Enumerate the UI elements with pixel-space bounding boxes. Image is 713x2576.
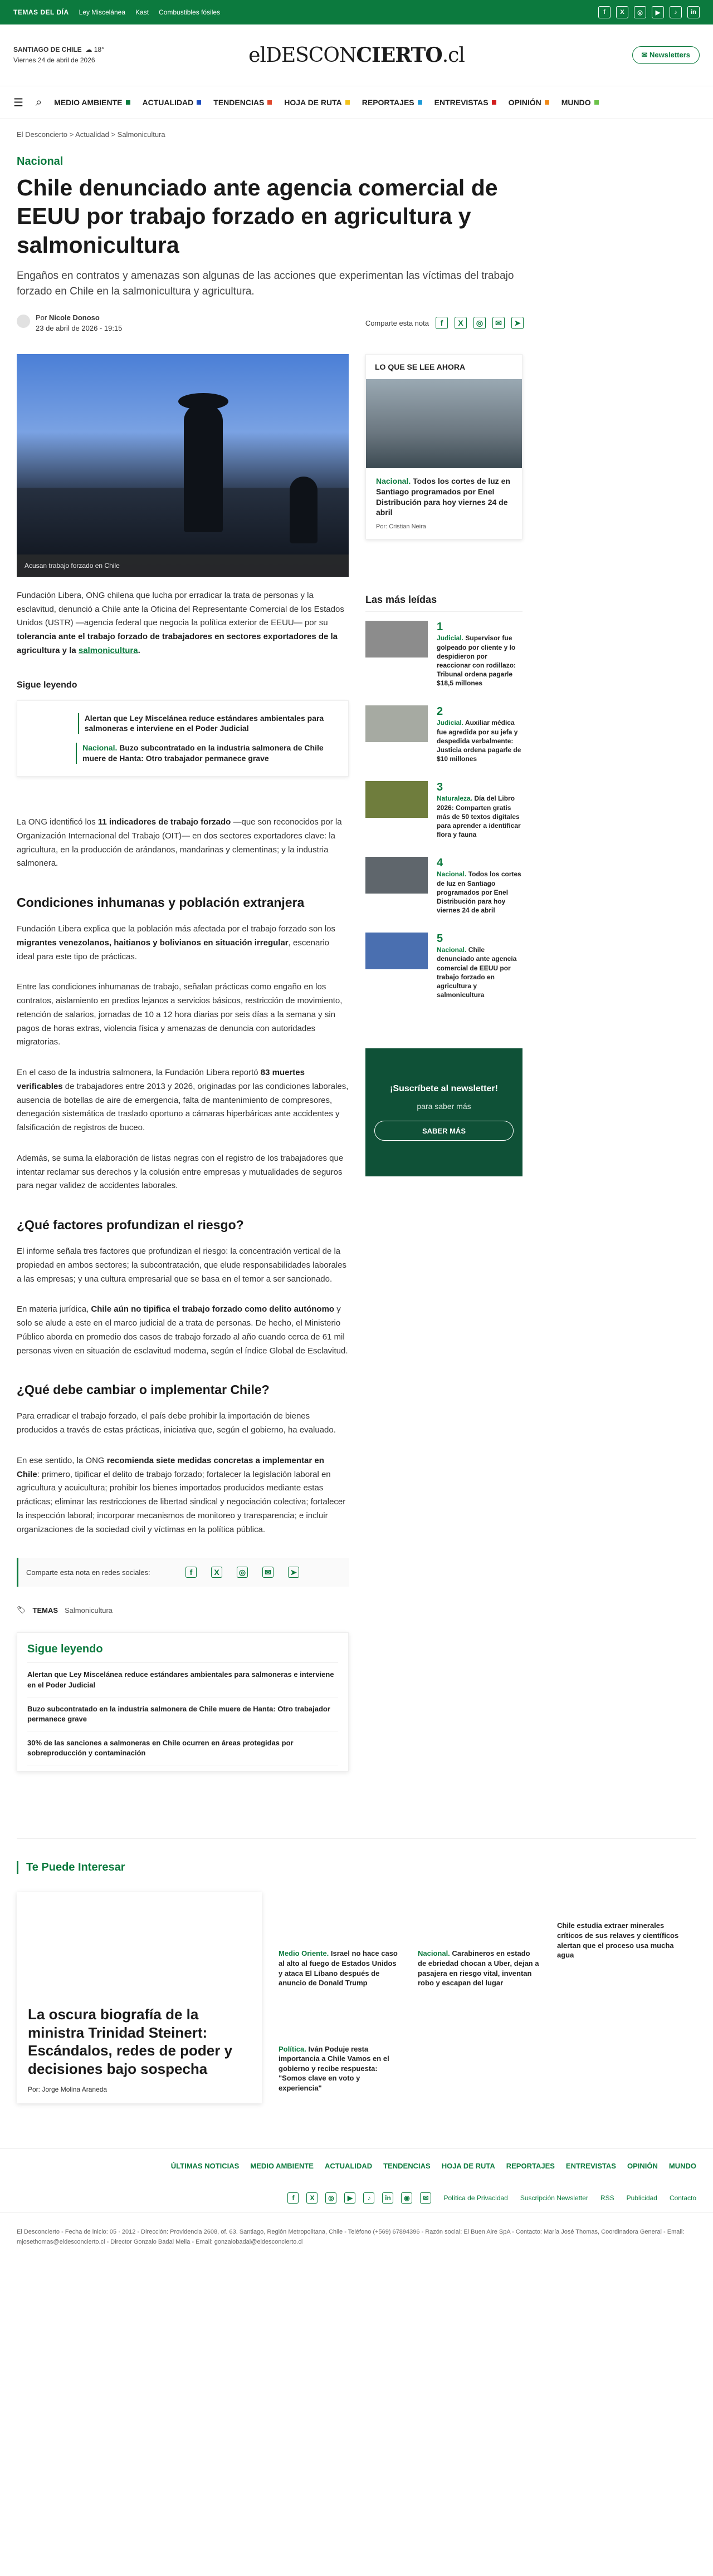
section-label[interactable]: Nacional xyxy=(17,155,64,168)
paragraph: En materia jurídica, Chile aún no tipifica el trabajo forzado como delito autónomo y solo se alude a este en el marco judicial de a trata de personas. De hecho, el Ministerio Público aborda en promedio dos casos de trabajo forzado al año cuando cerca de 61 mil personas viven en situación de esclavitud moderna, según el índice Global de Esclavitud. xyxy=(17,1304,348,1356)
x-icon[interactable]: X xyxy=(616,6,628,18)
sigue-leyendo-heading: Sigue leyendo xyxy=(17,680,77,690)
publish-date: 23 de abril de 2026 - 19:15 xyxy=(36,324,123,333)
tags-label: TEMAS xyxy=(32,1606,58,1615)
featured-author: Por: Jorge Molina Araneda xyxy=(28,2086,108,2094)
related-item[interactable]: Alertan que Ley Miscelánea reduce estándares ambientales para salmoneras e interviene en el Poder Judicial xyxy=(17,709,348,739)
whatsapp-icon[interactable]: ◎ xyxy=(473,317,486,329)
most-read-item[interactable]: 3 Naturaleza. Día del Libro 2026: Comparten gratis más de 50 textos digitales para aprender a identificar flora y fauna xyxy=(365,772,522,848)
hero-caption: Acusan trabajo forzado en Chile xyxy=(17,555,349,577)
news-card[interactable]: Política. Iván Poduje resta importancia a Chile Vamos en el gobierno y recibe respuesta: "Somos clave en voto y experiencia" xyxy=(279,2015,401,2104)
footer-nav xyxy=(0,2148,713,2184)
menu-icon[interactable]: ☰ xyxy=(13,96,23,109)
footer-nav-item[interactable]: ÚLTIMAS NOTICIAS xyxy=(170,2162,240,2171)
article-body xyxy=(17,354,349,1772)
city-label: SANTIAGO DE CHILE xyxy=(13,45,82,53)
youtube-icon[interactable]: ▶ xyxy=(344,2192,355,2204)
top-bar xyxy=(0,0,713,24)
weather-widget xyxy=(13,45,104,66)
instagram-icon[interactable]: ◎ xyxy=(634,6,646,18)
site-header xyxy=(0,24,713,86)
x-icon[interactable]: X xyxy=(306,2192,318,2204)
threads-icon[interactable]: ◉ xyxy=(401,2192,412,2204)
most-read-thumb xyxy=(365,933,428,969)
paragraph: Entre las condiciones inhumanas de trabajo, señalan prácticas como engaño en los contratos, aislamiento en predios lejanos a servicios básicos, restricción de movimiento, retención de salarios, jornadas de 10 a 12 hora diarias por seis días a la semana y sin pagos de horas extras, violencia física y amenazas de denuncia con autoridades migratorias. xyxy=(17,982,343,1047)
footer-nav-item[interactable]: OPINIÓN xyxy=(627,2162,658,2171)
site-footer xyxy=(0,2148,713,2269)
nav-item-tendencias[interactable]: TENDENCIAS xyxy=(213,98,272,107)
linkedin-icon[interactable]: in xyxy=(382,2192,393,2204)
footer-link[interactable]: RSS xyxy=(600,2194,614,2202)
paragraph: En ese sentido, la ONG recomienda siete medidas concretas a implementar en Chile: primero, tipificar el delito de trabajo forzado; fortalecer la legislación laboral en agricultura y acuicultura; prohibir los bienes importados producidos mediante estas prácticas; eliminar las restricciones de libertad sindical y negociación colectiva; fortalecer la inspección laboral; incorporar mecanismos de monitoreo y transparencia; e incluir organizaciones de la sociedad civil y víctimas en la política pública. xyxy=(17,1455,346,1534)
most-read-label: Las más leídas xyxy=(365,594,522,612)
trending-link[interactable]: Combustibles fósiles xyxy=(159,8,221,16)
related-item[interactable]: Nacional. Buzo subcontratado en la industria salmonera de Chile muere de Hanta: Otro trabajador permanece grave xyxy=(17,738,348,768)
related-item[interactable]: Alertan que Ley Miscelánea reduce estándares ambientales para salmoneras e interviene en el Poder Judicial xyxy=(27,1663,338,1697)
footer-nav-item[interactable]: ENTREVISTAS xyxy=(565,2162,616,2171)
related-item[interactable]: Buzo subcontratado en la industria salmonera de Chile muere de Hanta: Otro trabajador permanece grave xyxy=(27,1697,338,1731)
tags-row xyxy=(17,1606,349,1615)
trending-now-author: Por: Cristian Neira xyxy=(376,523,426,531)
share-bar xyxy=(365,317,524,329)
nav-item-hoja-de-ruta[interactable]: HOJA DE RUTA xyxy=(284,98,349,107)
telegram-icon[interactable]: ➤ xyxy=(288,1567,299,1578)
facebook-icon[interactable]: f xyxy=(598,6,611,18)
most-read-thumb xyxy=(365,705,428,742)
paragraph: Para erradicar el trabajo forzado, el país debe prohibir la importación de bienes producidos a través de estas prácticas, iniciativa que, según el gobierno, ha evaluado. xyxy=(17,1411,336,1435)
nav-item-entrevistas[interactable]: ENTREVISTAS xyxy=(434,98,496,107)
most-read-item[interactable]: 2 Judicial. Auxiliar médica fue agredida por su jefa y despedida verbalmente: Justicia ordena pagarle de $10 millones xyxy=(365,696,522,772)
article-lead: Engaños en contratos y amenazas son algunas de las acciones que experimentan las víctimas del trabajo forzado en Chile en la salmonicultura y agricultura. xyxy=(17,269,514,298)
related-box xyxy=(17,700,349,777)
linkedin-icon[interactable]: in xyxy=(687,6,700,18)
email-icon[interactable]: ✉ xyxy=(420,2192,431,2204)
most-read-item[interactable]: 5 Nacional. Chile denunciado ante agencia comercial de EEUU por trabajo forzado en agricultura y salmonicultura xyxy=(365,924,522,1008)
article-header xyxy=(0,139,546,300)
footer-nav-item[interactable]: TENDENCIAS xyxy=(383,2162,431,2171)
news-card[interactable]: Medio Oriente. Israel no hace caso al alto al fuego de Estados Unidos y ataca El Líbano después de anuncio de Donald Trump xyxy=(279,1892,401,1998)
card-list xyxy=(279,1892,696,2103)
trending-now-card[interactable] xyxy=(365,354,522,540)
nav-item-actualidad[interactable]: ACTUALIDAD xyxy=(143,98,202,107)
trending-link[interactable]: Ley Miscelánea xyxy=(79,8,126,16)
x-icon[interactable]: X xyxy=(455,317,467,329)
paragraph: La ONG identificó los 11 indicadores de trabajo forzado —que son reconocidos por la Organización Internacional del Trabajo (OIT)— en dos sectores exportadores clave: la agricultura, en la producción de arándanos, mandarinas y clementinas; y la industria salmonera. xyxy=(17,817,342,869)
trending-topics xyxy=(13,8,220,16)
current-date: Viernes 24 de abril de 2026 xyxy=(13,56,95,64)
footer-nav-item[interactable]: ACTUALIDAD xyxy=(324,2162,373,2171)
footer-link[interactable]: Política de Privacidad xyxy=(443,2194,508,2202)
you-may-like xyxy=(17,1838,696,2103)
author-avatar xyxy=(17,315,30,328)
nav-item-reportajes[interactable]: REPORTAJES xyxy=(362,98,422,107)
most-read xyxy=(365,594,522,1008)
newsletter-button[interactable]: ✉ Newsletters xyxy=(632,46,700,64)
most-read-thumb xyxy=(365,857,428,894)
sidebar xyxy=(365,354,522,1772)
share-label: Comparte esta nota xyxy=(365,318,429,327)
share-bottom-label: Comparte esta nota en redes sociales: xyxy=(26,1568,150,1577)
newsletter-cta-button[interactable]: SABER MÁS xyxy=(374,1121,514,1141)
paragraph: El informe señala tres factores que profundizan el riesgo: la concentración vertical de la propiedad en ambos sectores; la subcontratación, que elude responsabilidades laborales a las empresas; y una cultura empresarial que se basa en el temor a ser sancionado. xyxy=(17,1247,347,1284)
instagram-icon[interactable]: ◎ xyxy=(325,2192,336,2204)
newsletter-sub: para saber más xyxy=(417,1102,471,1111)
email-icon[interactable]: ✉ xyxy=(492,317,505,329)
tiktok-icon[interactable]: ♪ xyxy=(363,2192,374,2204)
news-card[interactable]: Nacional. Carabineros en estado de ebriedad chocan a Uber, dejan a pasajera en riesgo vital, inventan robo y escapan del lugar xyxy=(418,1892,540,1998)
most-read-thumb xyxy=(365,781,428,818)
trending-now-title: Nacional. Todos los cortes de luz en Santiago programados por Enel Distribución para hoy viernes 24 de abril xyxy=(376,476,510,517)
tiktok-icon[interactable]: ♪ xyxy=(670,6,682,18)
share-bottom-bar xyxy=(17,1558,349,1587)
tag-link[interactable]: salmonicultura xyxy=(78,645,138,655)
social-links xyxy=(598,6,700,18)
paragraph: Además, se suma la elaboración de listas negras con el registro de los trabajadores que intentar reclamar sus derechos y la colusión entre empresas y mutualidades de seguros para negar validez de accidentes laborales. xyxy=(17,1153,344,1191)
you-may-like-label: Te Puede Interesar xyxy=(17,1861,696,1874)
paragraph: Fundación Libera explica que la población más afectada por el trabajo forzado son los migrantes venezolanos, haitianos y bolivianos en situación irregular, escenario ideal para este tipo de prácticas. xyxy=(17,924,336,961)
featured-title: La oscura biografía de la ministra Trinidad Steinert: Escándalos, redes de poder y decisiones bajo sospecha xyxy=(28,2006,233,2077)
nav-item-opinion[interactable]: OPINIÓN xyxy=(509,98,549,107)
footer-link[interactable]: Contacto xyxy=(669,2194,696,2202)
breadcrumb[interactable]: El Desconcierto > Actualidad > Salmonicultura xyxy=(17,130,165,139)
content-layout xyxy=(0,354,713,1772)
nav-item-medio-ambiente[interactable]: MEDIO AMBIENTE xyxy=(54,98,130,107)
sigue-leyendo-heading: Sigue leyendo xyxy=(27,1643,338,1663)
mail-icon: ✉ xyxy=(641,51,650,59)
x-icon[interactable]: X xyxy=(211,1567,222,1578)
section-heading: Condiciones inhumanas y población extranjera xyxy=(17,895,305,910)
telegram-icon[interactable]: ➤ xyxy=(511,317,524,329)
trending-link[interactable]: Kast xyxy=(135,8,149,16)
footer-legal: El Desconcierto - Fecha de inicio: 05 · 2012 - Dirección: Providencia 2608, of. 63. Santiago, Región Metropolitana, Chile - Teléfono (+569) 67894396 - Razón social: El Buen Aire SpA - Contacto: María José Thomas, Coordinadora General - Email: mjosethomas@eldesconcierto.cl - Director Gonzalo Badal Mella - Email: gonzalobadal@eldesconcierto.cl xyxy=(0,2212,713,2269)
article-title: Chile denunciado ante agencia comercial de EEUU por trabajo forzado en agricultura y salmonicultura xyxy=(17,175,498,258)
most-read-item[interactable]: 4 Nacional. Todos los cortes de luz en Santiago programados por Enel Distribución para hoy viernes 24 de abril xyxy=(365,848,522,924)
you-may-like-grid xyxy=(17,1892,696,2103)
main-nav xyxy=(0,86,713,119)
email-icon[interactable]: ✉ xyxy=(262,1567,274,1578)
whatsapp-icon[interactable]: ◎ xyxy=(237,1567,248,1578)
trending-now-label: LO QUE SE LEE AHORA xyxy=(375,362,466,371)
trending-now-image xyxy=(366,379,522,468)
related-item[interactable]: 30% de las sanciones a salmoneras en Chile ocurren en áreas protegidas por sobreproducción y contaminación xyxy=(27,1731,338,1765)
footer-nav-item[interactable]: REPORTAJES xyxy=(506,2162,555,2171)
footer-nav-item[interactable]: MUNDO xyxy=(668,2162,696,2171)
hero-image xyxy=(17,354,349,577)
newsletter-title: ¡Suscríbete al newsletter! xyxy=(390,1084,498,1094)
news-card[interactable]: Chile estudia extraer minerales críticos de sus relaves y científicos alertan que el proceso usa mucha agua xyxy=(557,1892,680,1998)
byline xyxy=(17,312,524,334)
facebook-icon[interactable]: f xyxy=(185,1567,197,1578)
most-read-thumb xyxy=(365,621,428,658)
paragraph: Fundación Libera, ONG chilena que lucha por erradicar la trata de personas y la esclavitud, denunció a Chile ante la Oficina del Representante Comercial de los Estados Unidos (USTR) —agencia federal que negocia la política exterior de EEUU— por su tolerancia ante el trabajo forzado de trabajadores en sectores exportadores de la agricultura y la salmonicultura. xyxy=(17,590,344,655)
cloud-icon: ☁ xyxy=(85,45,92,53)
footer-nav-item[interactable]: HOJA DE RUTA xyxy=(441,2162,495,2171)
related-box-bottom xyxy=(17,1632,349,1772)
newsletter-signup xyxy=(365,1048,522,1176)
temperature: 18° xyxy=(94,45,104,53)
section-heading: ¿Qué factores profundizan el riesgo? xyxy=(17,1218,244,1233)
footer-link[interactable]: Suscripción Newsletter xyxy=(520,2194,588,2202)
author-name[interactable]: Nicole Donoso xyxy=(48,313,100,322)
site-logo[interactable]: elDESCONCIERTO.cl xyxy=(248,43,465,67)
author-info: Por Nicole Donoso 23 de abril de 2026 - 19:15 xyxy=(36,312,122,334)
facebook-icon[interactable]: f xyxy=(287,2192,299,2204)
footer-social xyxy=(0,2184,713,2212)
most-read-item[interactable]: 1 Judicial. Supervisor fue golpeado por cliente y lo despidieron por reaccionar con rodillazo: Tribunal ordena pagarle $18,5 millones xyxy=(365,612,522,696)
trending-label: TEMAS DEL DÍA xyxy=(13,8,69,16)
facebook-icon[interactable]: f xyxy=(436,317,448,329)
nav-item-mundo[interactable]: MUNDO xyxy=(561,98,599,107)
footer-link[interactable]: Publicidad xyxy=(626,2194,657,2202)
tag-link[interactable]: Salmonicultura xyxy=(65,1606,113,1615)
section-heading: ¿Qué debe cambiar o implementar Chile? xyxy=(17,1382,270,1397)
youtube-icon[interactable]: ▶ xyxy=(652,6,664,18)
featured-card[interactable] xyxy=(17,1892,262,2103)
footer-nav-item[interactable]: MEDIO AMBIENTE xyxy=(250,2162,314,2171)
search-icon[interactable]: ⌕ xyxy=(35,96,42,109)
paragraph: En el caso de la industria salmonera, la Fundación Libera reportó 83 muertes verificables de trabajadores entre 2013 y 2026, originadas por las condiciones laborales, ausencia de botellas de aire de emergencia, falta de mantenimiento de compresores, denegación sistemática de traslado oportuno a cámaras hiperbáricas ante accidentes y falsificación de registros de buceo. xyxy=(17,1068,349,1133)
tag-icon: 🏷 xyxy=(17,1606,26,1615)
